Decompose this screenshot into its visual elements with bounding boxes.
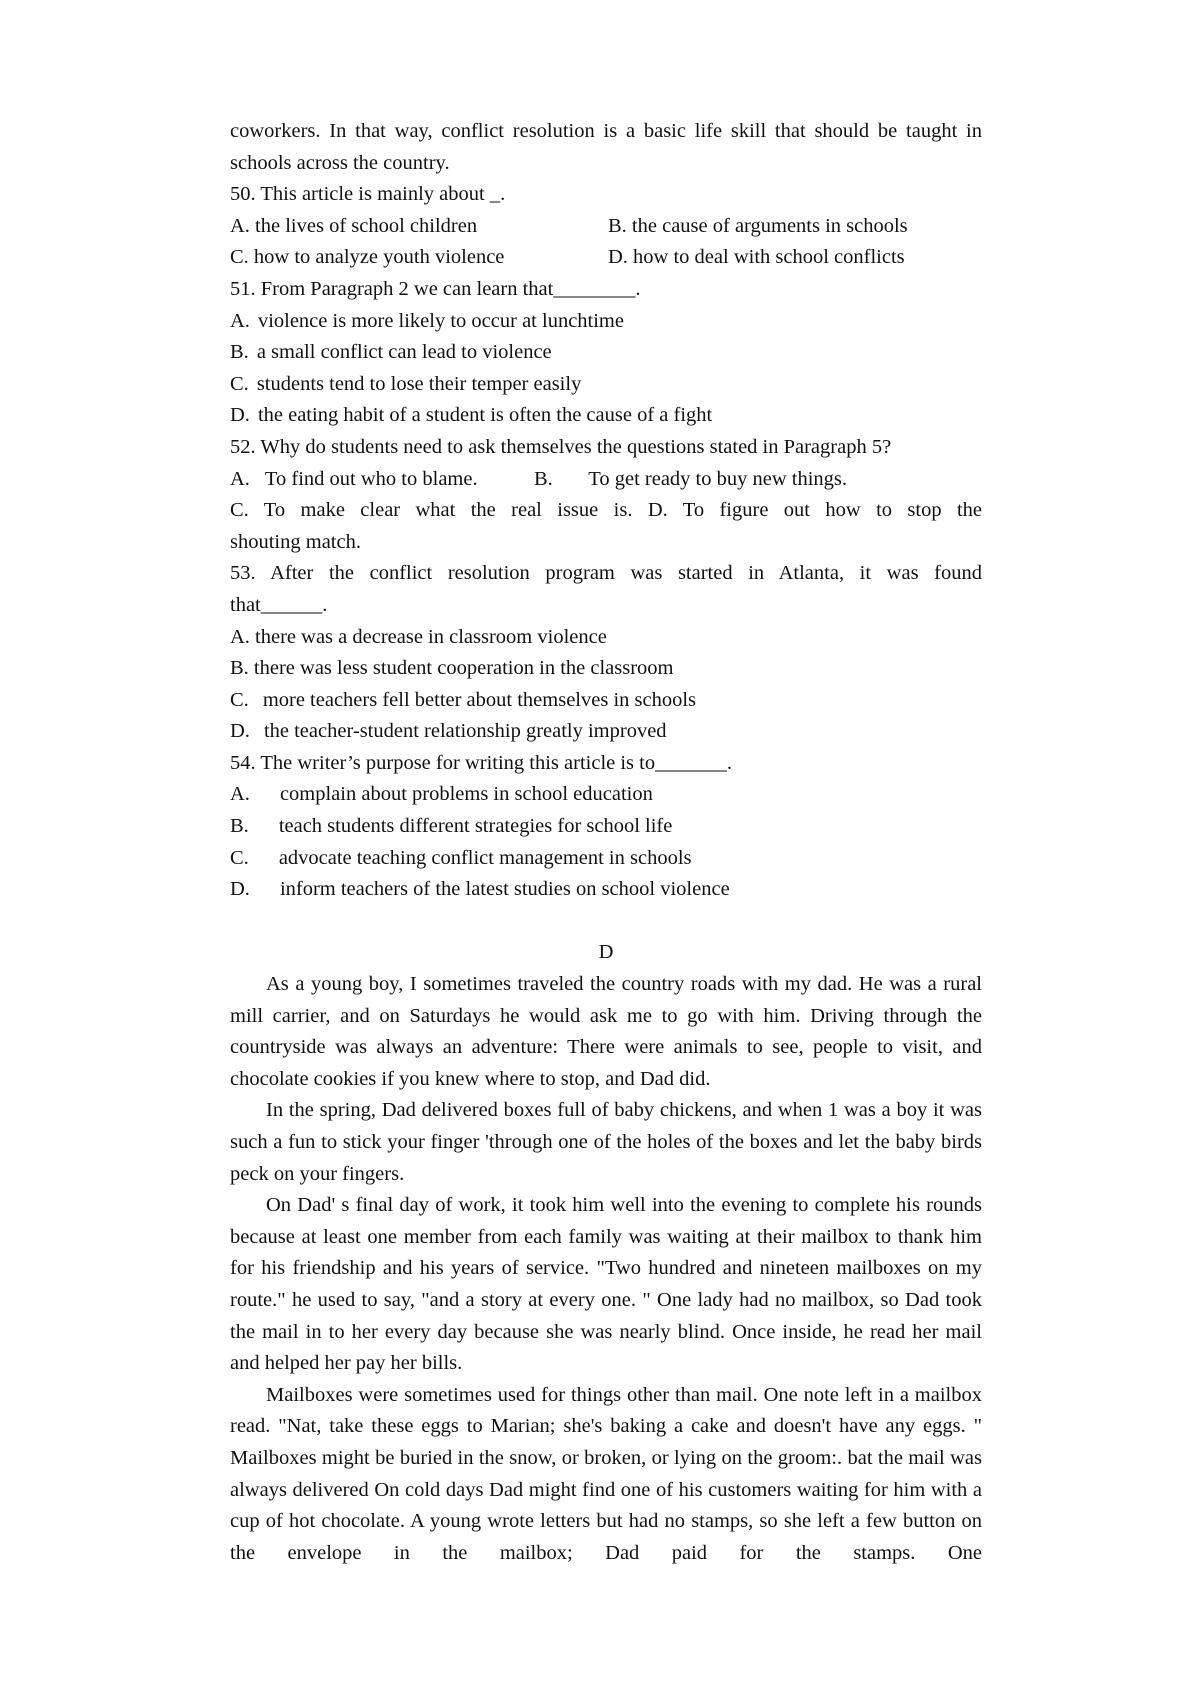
question-53-stem-line-1: 53. After the conflict resolution program was started in Atlanta, it was found [230, 562, 982, 585]
section-d-paragraph-2: In the spring, Dad delivered boxes full of baby chickens, and when 1 was a boy it was such a fun to stick your finger 'through one of the holes of the boxes and let the baby birds peck on your fingers. [230, 1099, 982, 1185]
option-text: the eating habit of a student is often the cause of a fight [257, 404, 713, 427]
option-text: advocate teaching conflict management in schools [278, 846, 692, 869]
option-text: inform teachers of the latest studies on school violence [279, 878, 730, 901]
question-50-option-d: D. how to deal with school conflicts [608, 246, 905, 269]
option-letter: A. [230, 783, 250, 806]
option-letter: B. [230, 815, 249, 838]
question-50-option-b: B. the cause of arguments in schools [608, 214, 908, 237]
question-54-option-d [230, 874, 982, 906]
option-text: the teacher-student relationship greatly improved [263, 720, 667, 743]
option-text: more teachers fell better about themselves in schools [262, 688, 697, 711]
option-letter: C. [230, 372, 249, 395]
question-54-option-b [230, 811, 982, 843]
intro-line-1: coworkers. In that way, conflict resolution is a basic life skill that should be taught in [230, 120, 982, 142]
option-text: violence is more likely to occur at lunchtime [257, 309, 624, 332]
option-letter: A. [230, 309, 250, 332]
intro-line-2: schools across the country. [230, 151, 450, 174]
question-52-options-cd-line-2: shouting match. [230, 530, 361, 553]
question-51-option-b [230, 337, 982, 369]
question-54-option-c [230, 843, 982, 875]
spacer [230, 906, 982, 938]
question-52-options-cd-line-1: C. To make clear what the real issue is. D. To figure out how to stop the [230, 499, 982, 522]
option-letter: D. [230, 404, 250, 427]
option-letter: B. [230, 341, 249, 364]
question-51-stem: 51. From Paragraph 2 we can learn that________. [230, 277, 641, 300]
option-text: students tend to lose their temper easily [256, 372, 582, 395]
question-50-option-c: C. how to analyze youth violence [230, 246, 505, 269]
option-letter: C. [230, 688, 249, 711]
question-52-options-ab: A. To find out who to blame. B. To get ready to buy new things. [230, 467, 848, 490]
section-d-paragraph-4: Mailboxes were sometimes used for things other than mail. One note left in a mailbox read. "Nat, take these eggs to Marian; she's baking a cake and doesn't have any eggs. " Mailboxes might be buried in the snow, or broken, or lying on the groom:. bat the mail was always delivered On cold days Dad might find one of his customers waiting for him with a cup of hot chocolate. A young wrote letters but had no stamps, so she left a few button on the envelope in the mailbox; Dad paid for the stamps. One [230, 1383, 982, 1564]
option-letter: D. [230, 720, 250, 743]
question-50-option-a: A. the lives of school children [230, 214, 478, 237]
question-54-option-a [230, 779, 982, 811]
question-50-options-row-2 [230, 242, 982, 274]
question-51-option-a [230, 306, 982, 338]
question-51-option-c [230, 369, 982, 401]
question-53-option-c [230, 685, 982, 717]
question-50-options-row-1 [230, 211, 982, 243]
section-d-paragraph-3: On Dad' s final day of work, it took him well into the evening to complete his rounds because at least one member from each family was waiting at their mailbox to thank him for his friendship and his years of service. "Two hundred and nineteen mailboxes on my route." he used to say, "and a story at every one. " One lady had no mailbox, so Dad took the mail in to her every day because she was nearly blind. Once inside, he read her mail and helped her pay her bills. [230, 1194, 982, 1375]
option-letter: D. [230, 878, 250, 901]
question-54-stem: 54. The writer’s purpose for writing this article is to_______. [230, 751, 732, 774]
section-d-heading: D [598, 941, 614, 964]
question-53-stem-line-2: that______. [230, 593, 328, 616]
option-text: a small conflict can lead to violence [256, 341, 552, 364]
question-51-option-d [230, 400, 982, 432]
question-52-stem: 52. Why do students need to ask themselves the questions stated in Paragraph 5? [230, 435, 892, 458]
option-text: complain about problems in school education [279, 783, 653, 806]
question-53-option-b: B. there was less student cooperation in the classroom [230, 657, 674, 680]
section-d-paragraph-1: As a young boy, I sometimes traveled the country roads with my dad. He was a rural mill carrier, and on Saturdays he would ask me to go with him. Driving through the countryside was always an adventure: There were animals to see, people to visit, and chocolate cookies if you knew where to stop, and Dad did. [230, 973, 982, 1090]
document-page [230, 116, 982, 1569]
question-53-option-d [230, 716, 982, 748]
option-letter: C. [230, 846, 249, 869]
option-text: teach students different strategies for school life [278, 815, 673, 838]
question-50-stem: 50. This article is mainly about _. [230, 183, 506, 206]
question-53-option-a: A. there was a decrease in classroom violence [230, 625, 607, 648]
